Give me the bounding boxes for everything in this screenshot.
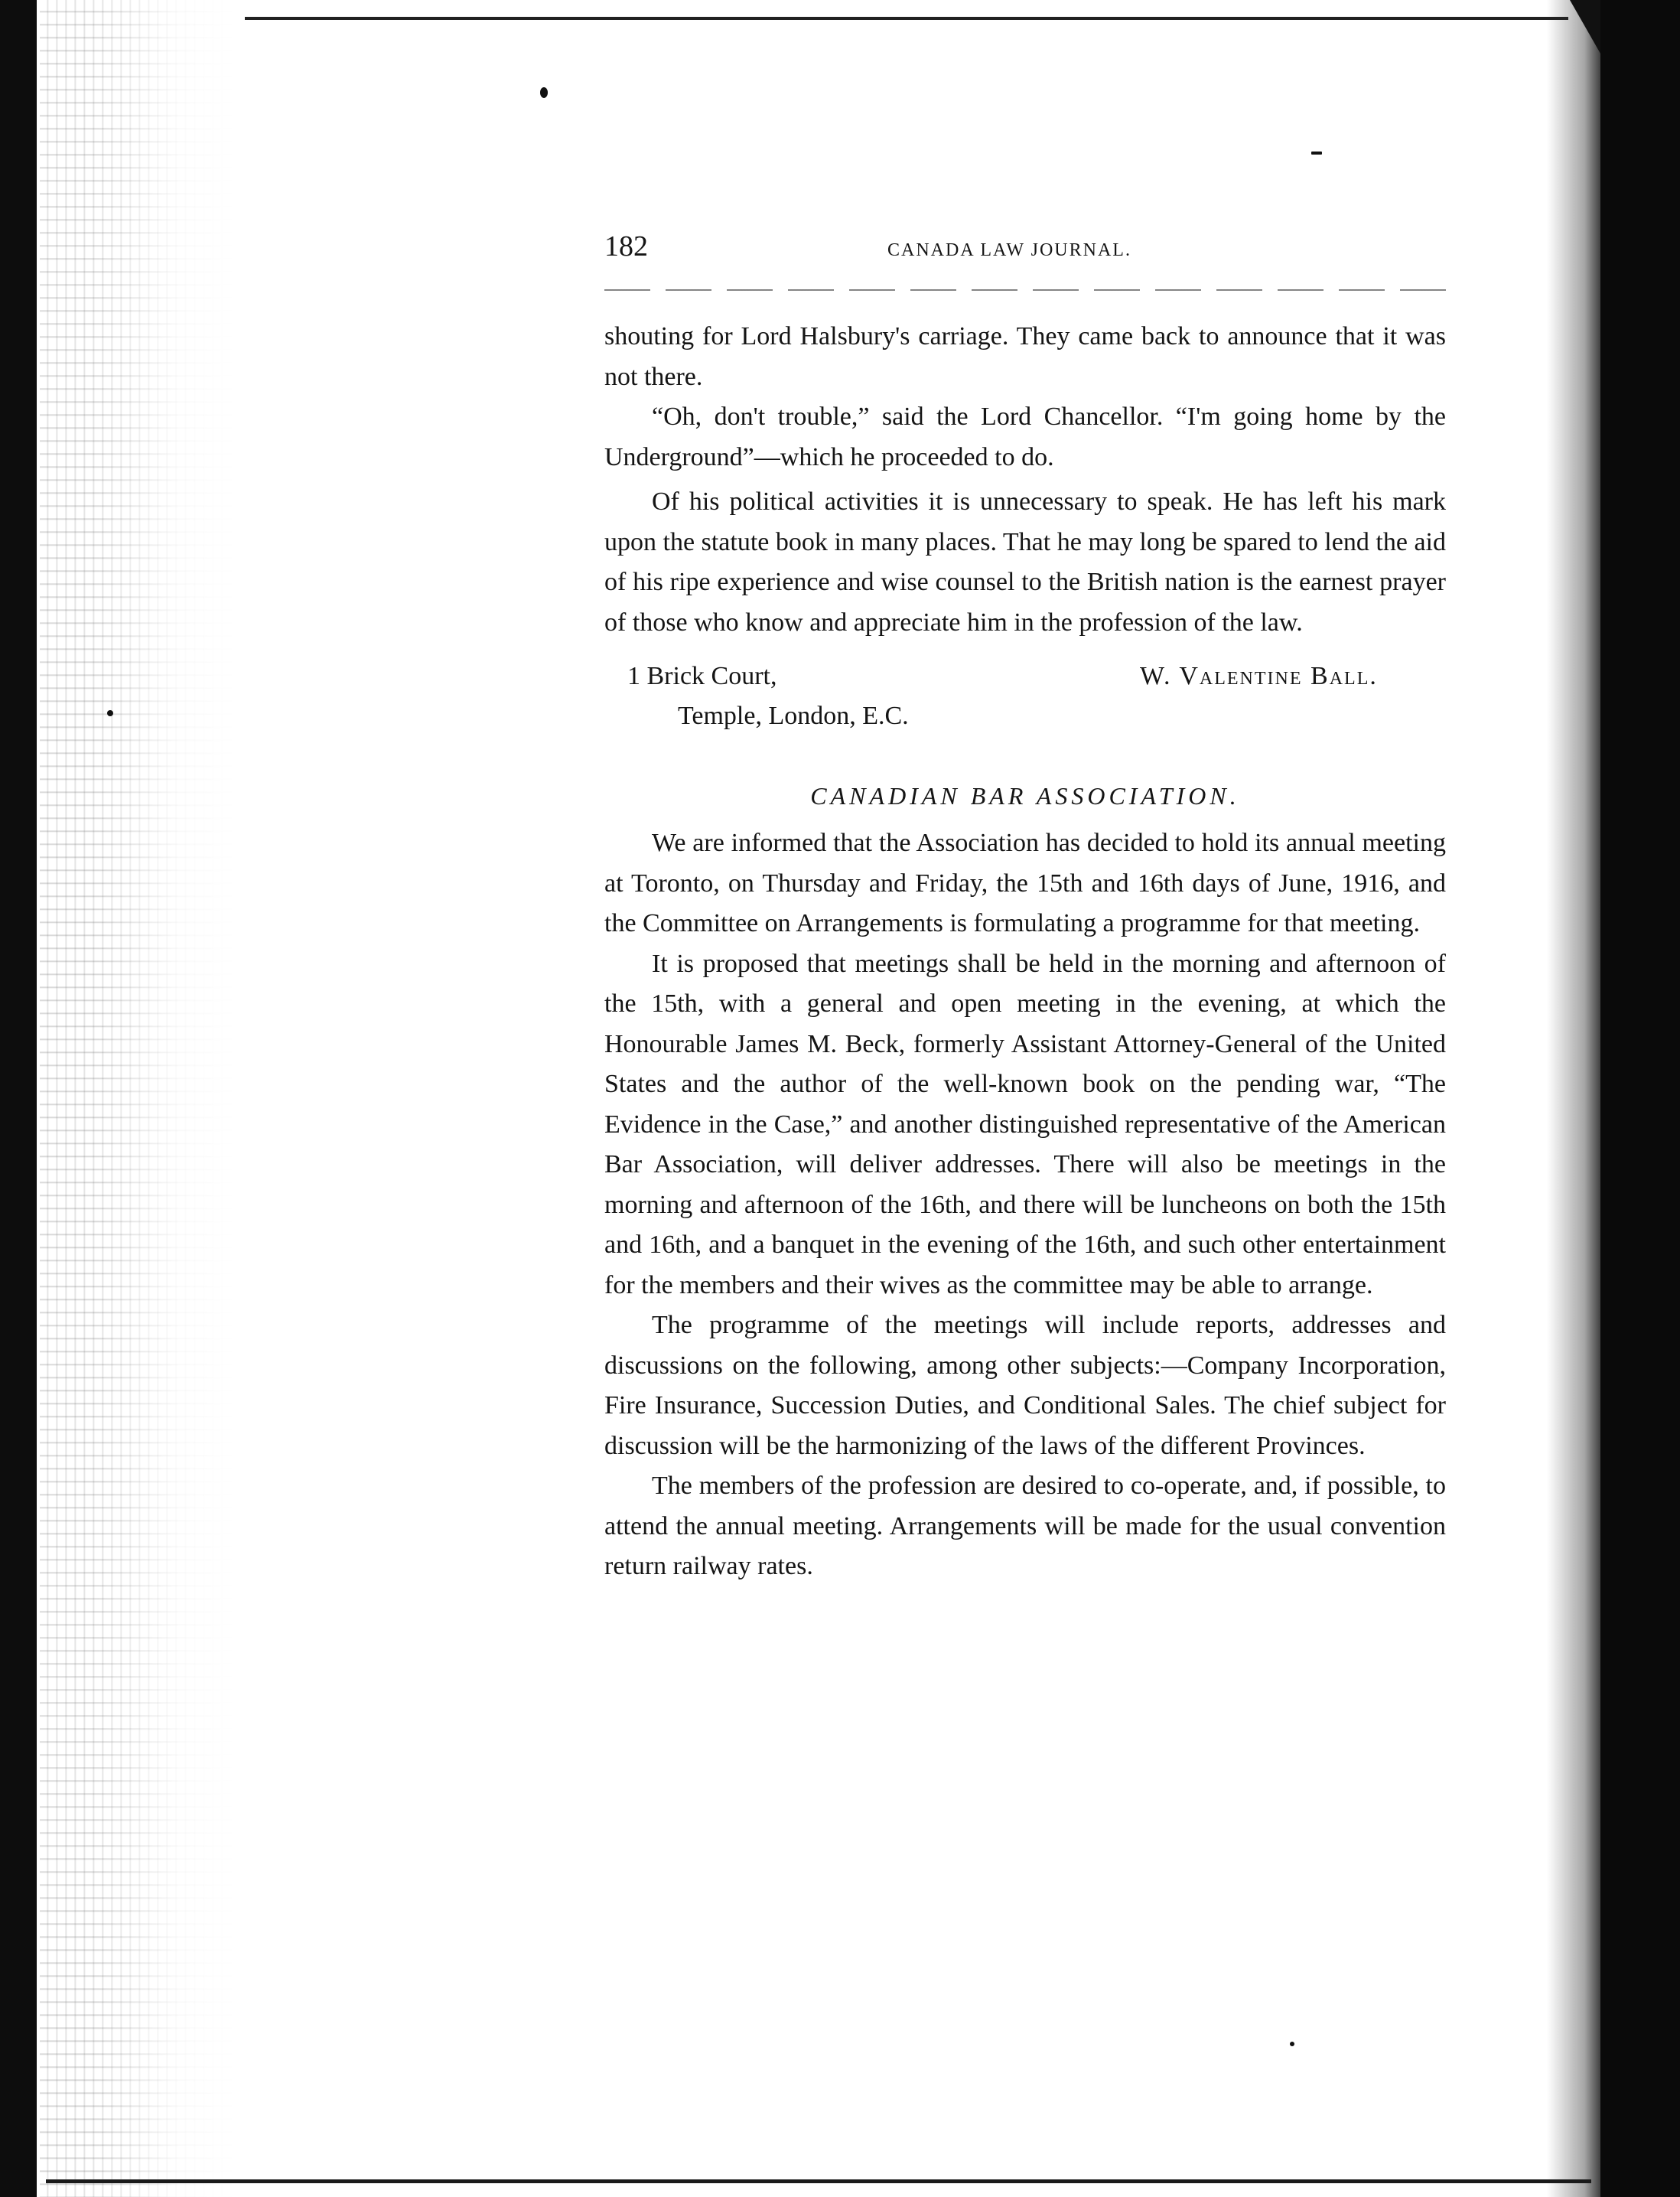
section-body	[604, 823, 1446, 1587]
page-number: 182	[604, 230, 648, 262]
running-head	[604, 230, 1446, 268]
scan-speck	[540, 87, 548, 98]
journal-page	[604, 230, 1446, 1587]
scan-speck	[107, 710, 113, 716]
paragraph: We are informed that the Association has decided to hold its annual meeting at Toronto, on Thursday and Friday, the 15th and 16th days of June, 1916, and the Committee on Arrangements is formulating a programme for that meeting.	[604, 829, 1446, 937]
scan-right-shadow	[1547, 0, 1600, 2197]
header-rule	[604, 289, 1454, 291]
paragraph: “Oh, don't trouble,” said the Lord Chancellor. “I'm going home by the Underground”—which he proceeded to do.	[604, 403, 1446, 471]
paragraph: shouting for Lord Halsbury's carriage. They came back to announce that it was not there.	[604, 322, 1446, 391]
signature-address-line: 1 Brick Court,	[627, 662, 777, 690]
section-heading: CANADIAN BAR ASSOCIATION.	[810, 782, 1240, 810]
signature-author: W. Valentine Ball.	[1140, 662, 1378, 690]
paragraph: Of his political activities it is unnecessary to speak. He has left his mark upon the statute book in many places. That he may long be spared to lend the aid of his ripe experience and wise counsel to the British nation is the earnest prayer of those who know and appreciate him in the profession of the law.	[604, 487, 1446, 637]
paragraph: The programme of the meetings will include reports, addresses and discussions on the following, among other subjects:—Company Incorporation, Fire Insurance, Succession Duties, and Conditional Sales. The chief subject for discussion will be the harmonizing of the laws of the different Provinces.	[604, 1311, 1446, 1460]
scan-top-edge	[245, 17, 1568, 20]
paragraph: It is proposed that meetings shall be held in the morning and afternoon of the 15th, with a general and open meeting in the evening, at which the Honourable James M. Beck, formerly Assistant Attorney-General of the United States and the author of the well-known book on the pending war, “The Evidence in the Case,” and another distinguished representative of the American Bar Association, will deliver addresses. There will also be meetings in the morning and afternoon of the 16th, and there will be luncheons on both the 15th and 16th, and a banquet in the evening of the 16th, and such other entertainment for the members and their wives as the committee may be able to arrange.	[604, 949, 1446, 1299]
scan-speck	[1311, 152, 1322, 155]
article-continuation	[604, 317, 1446, 1587]
scan-binding-noise	[40, 0, 239, 2197]
scan-speck	[1290, 2042, 1294, 2046]
scan-corner	[1570, 0, 1600, 54]
paragraph: The members of the profession are desired to co-operate, and, if possible, to attend the annual meeting. Arrangements will be made for the usual convention return railway rates.	[604, 1472, 1446, 1580]
signature-address-line: Temple, London, E.C.	[678, 702, 909, 730]
signature-block	[604, 657, 1446, 739]
scan-right-border	[1600, 0, 1680, 2197]
journal-title: CANADA LAW JOURNAL.	[887, 240, 1131, 260]
scan-bottom-edge	[46, 2179, 1591, 2183]
scan-left-border	[0, 0, 37, 2197]
